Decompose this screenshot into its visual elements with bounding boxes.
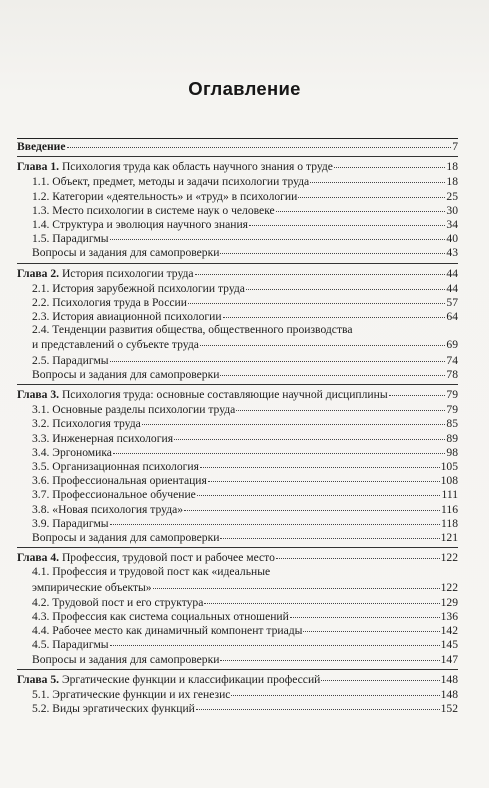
chapter-title: Профессия, трудовой пост и рабочее место xyxy=(61,551,275,565)
toc-chapter-label xyxy=(17,160,333,174)
leader-dots xyxy=(174,429,445,440)
toc-section-label: 3.5. Организационная психология xyxy=(32,460,199,474)
toc-chapter-label xyxy=(17,551,275,565)
toc-section-page: 152 xyxy=(440,702,458,716)
toc-section-page: 142 xyxy=(440,624,458,638)
toc-section-label: 3.7. Профессиональное обучение xyxy=(32,488,196,502)
toc-section-label: Вопросы и задания для самопроверки xyxy=(32,530,220,544)
leader-dots xyxy=(195,264,446,275)
toc-section-label: 3.3. Инженерная психология xyxy=(32,431,174,445)
toc-section-page: 147 xyxy=(440,652,458,666)
toc-section-page: 30 xyxy=(446,203,458,217)
toc-section-page: 34 xyxy=(446,217,458,231)
toc-section-page: 108 xyxy=(440,474,458,488)
toc-section-label: 3.8. «Новая психология труда» xyxy=(32,502,184,516)
toc-section-label: 1.5. Парадигмы xyxy=(32,232,109,246)
leader-dots xyxy=(220,528,439,539)
toc-section-label: 3.6. Профессиональная ориентация xyxy=(32,474,207,488)
leader-dots xyxy=(249,215,445,226)
toc-section-page: 74 xyxy=(446,353,458,367)
toc-section-label: 3.2. Психология труда xyxy=(32,417,141,431)
toc-section-page: 98 xyxy=(446,445,458,459)
running-head xyxy=(18,46,461,60)
toc-intro-row[interactable] xyxy=(17,139,458,153)
chapter-title: Психология труда как область научного знания о труде xyxy=(61,160,333,174)
toc-chapter-page: 122 xyxy=(440,551,458,565)
toc-review-row[interactable] xyxy=(17,652,458,666)
leader-dots xyxy=(67,137,452,148)
toc-section-page: 64 xyxy=(446,310,458,324)
leader-dots xyxy=(310,172,445,183)
leader-dots xyxy=(208,471,440,482)
leader-dots xyxy=(334,157,445,168)
toc-section-page: 69 xyxy=(446,338,458,352)
toc-section-label: Вопросы и задания для самопроверки xyxy=(32,367,220,381)
chapter-prefix: Глава 3. xyxy=(17,388,60,402)
leader-dots xyxy=(220,650,439,661)
toc-section-label: 3.1. Основные разделы психологии труда xyxy=(32,403,236,417)
leader-dots xyxy=(276,201,446,212)
toc-section-label-line2: эмпирические объекты» xyxy=(32,580,152,594)
toc-section-label: 2.2. Психология труда в России xyxy=(32,295,187,309)
toc-section-label: Вопросы и задания для самопроверки xyxy=(32,246,220,260)
leader-dots xyxy=(196,699,440,710)
toc-section-label: 2.5. Парадигмы xyxy=(32,353,109,367)
toc-section-label: 2.4. Тенденции развития общества, общественного производства xyxy=(32,323,353,337)
toc-section-page: 148 xyxy=(440,687,458,701)
toc-chapter-row[interactable] xyxy=(17,547,458,565)
toc-section-page: 89 xyxy=(446,431,458,445)
leader-dots xyxy=(113,443,445,454)
leader-dots xyxy=(110,635,440,646)
leader-dots xyxy=(142,414,446,425)
leader-dots xyxy=(153,578,440,589)
toc-section-page: 43 xyxy=(446,246,458,260)
toc-section-page: 145 xyxy=(440,638,458,652)
leader-dots xyxy=(110,229,446,240)
leader-dots xyxy=(197,485,441,496)
toc-section-page: 105 xyxy=(440,460,458,474)
leader-dots xyxy=(200,335,446,346)
leader-dots xyxy=(298,187,445,198)
leader-dots xyxy=(200,457,440,468)
toc-section-row[interactable] xyxy=(17,323,458,352)
toc-intro-label: Введение xyxy=(17,140,66,153)
leader-dots xyxy=(321,670,439,681)
leader-dots xyxy=(188,293,445,304)
toc-section-page: 111 xyxy=(441,488,458,502)
toc-section-row[interactable] xyxy=(17,565,458,594)
chapter-prefix: Глава 4. xyxy=(17,551,60,565)
toc-section-label: 2.1. История зарубежной психологии труда xyxy=(32,281,245,295)
toc-intro-page: 7 xyxy=(452,140,458,153)
toc-section-page: 122 xyxy=(440,580,458,594)
toc-section-page: 79 xyxy=(446,403,458,417)
toc-section-label: 4.2. Трудовой пост и его структура xyxy=(32,595,204,609)
page-title: Оглавление xyxy=(188,78,301,99)
leader-dots xyxy=(290,607,440,618)
toc-section-page: 57 xyxy=(446,295,458,309)
toc-section-label: 1.2. Категории «деятельность» и «труд» в психологии xyxy=(32,189,298,203)
leader-dots xyxy=(303,621,439,632)
toc-section-row[interactable] xyxy=(17,701,458,715)
toc-chapter-label xyxy=(17,267,194,281)
toc-review-row[interactable] xyxy=(17,530,458,544)
leader-dots xyxy=(276,548,440,559)
leader-dots xyxy=(220,243,445,254)
toc-section-label: 4.5. Парадигмы xyxy=(32,638,109,652)
toc-section-row[interactable] xyxy=(17,309,458,323)
chapter-title: История психологии труда xyxy=(61,266,194,280)
chapter-prefix: Глава 1. xyxy=(17,160,60,174)
toc-section-label: 3.9. Парадигмы xyxy=(32,516,109,530)
toc-section-page: 25 xyxy=(446,189,458,203)
toc-section-label: 1.3. Место психологии в системе наук о человеке xyxy=(32,203,275,217)
leader-dots xyxy=(110,351,446,362)
toc-section-page: 121 xyxy=(440,530,458,544)
toc-chapter-page: 79 xyxy=(446,388,458,402)
toc-section-label: Вопросы и задания для самопроверки xyxy=(32,652,220,666)
toc-section-label: 1.1. Объект, предмет, методы и задачи психологии труда xyxy=(32,175,310,189)
toc-section-page: 118 xyxy=(441,516,458,530)
leader-dots xyxy=(204,593,439,604)
toc-section-label: 5.2. Виды эргатических функций xyxy=(32,702,195,716)
toc-section-label: 1.4. Структура и эволюция научного знания xyxy=(32,217,248,231)
toc-section-label: 4.4. Рабочее место как динамичный компонент триады xyxy=(32,624,303,638)
toc-chapter-page: 44 xyxy=(446,266,458,280)
toc-section-page: 18 xyxy=(446,175,458,189)
leader-dots xyxy=(236,400,445,411)
toc-review-row[interactable] xyxy=(17,245,458,259)
chapter-prefix: Глава 5. xyxy=(17,672,60,686)
toc-section-label: 5.1. Эргатические функции и их генезис xyxy=(32,687,231,701)
toc-review-row[interactable] xyxy=(17,367,458,381)
toc-section-page: 116 xyxy=(441,502,458,516)
leader-dots xyxy=(220,365,445,376)
toc-section-label: 2.3. История авиационной психологии xyxy=(32,310,222,324)
toc-chapter-page: 18 xyxy=(446,160,458,174)
toc-section-label: 4.3. Профессия как система социальных отношений xyxy=(32,609,289,623)
toc-section-page: 85 xyxy=(446,417,458,431)
chapter-title: Эргатические функции и классификации профессий xyxy=(61,672,321,686)
toc-section-page: 44 xyxy=(446,281,458,295)
leader-dots xyxy=(389,385,446,396)
toc-section-page: 78 xyxy=(446,367,458,381)
toc-section-label: 4.1. Профессия и трудовой пост как «идеальные xyxy=(32,565,271,579)
leader-dots xyxy=(246,279,445,290)
toc-section-page: 40 xyxy=(446,232,458,246)
leader-dots xyxy=(223,307,446,318)
leader-dots xyxy=(184,500,440,511)
toc-section-page: 136 xyxy=(440,609,458,623)
chapter-title: Психология труда: основные составляющие научной дисциплины xyxy=(61,388,388,402)
toc-section-label: 3.4. Эргономика xyxy=(32,445,112,459)
toc-section-label-line2: и представлений о субъекте труда xyxy=(32,338,199,352)
leader-dots xyxy=(231,685,439,696)
toc-section-page: 129 xyxy=(440,595,458,609)
leader-dots xyxy=(110,514,440,525)
toc-chapter-page: 148 xyxy=(440,672,458,686)
table-of-contents xyxy=(17,138,458,715)
chapter-prefix: Глава 2. xyxy=(17,266,60,280)
